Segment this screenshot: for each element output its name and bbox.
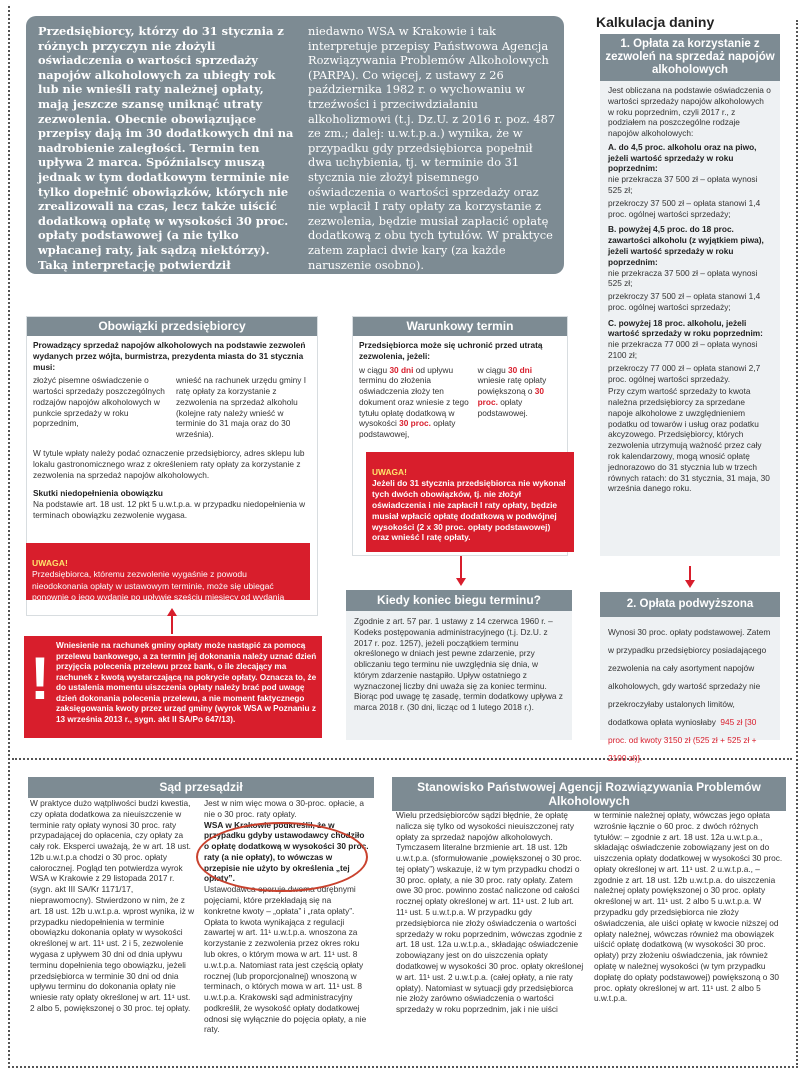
- obowiazki-intro: Prowadzący sprzedaż napojów alkoholowych na podstawie zezwoleń wydanych przez wójta, burmistrza, prezydenta miasta do 31 stycznia musi:: [33, 340, 306, 372]
- intro-right-text: niedawno WSA w Krakowie i tak interpretuje przepisy Państwowa Agencja Rozwiązywania Problemów Alkoholowych (PARPA). Co więcej, z ustawy z 26 października 1982 r. o wychowaniu w trzeźwości i przeciwdziałaniu alkoholizmowi (t.j. Dz.U. z 2016 r. poz. 487 ze zm.; dalej: u.w.t.p.a.) wynika, że w przypadku gdy przedsiębiorca popełnił dwa uchybienia, tj. w terminie do 31 stycznia nie złożył pisemnego oświadczenia o wartości sprzedaży oraz nie wpłacił I raty opłaty za korzystanie z zezwolenia, będzie musiał zapłacić opłatę dodatkową z obu tych tytułów. W praktyce zatem zapłaci dwie kary (za każde naruszenie osobno).: [308, 24, 556, 272]
- calc-a-item-1: nie przekracza 37 500 zł – opłata wynosi 525 zł;: [608, 174, 758, 196]
- alert-mark: !: [30, 645, 50, 712]
- warunkowy-col-1: w ciągu 30 dni od upływu terminu do złożenia oświadczenia złoży ten dokument oraz wniesie z tego tytułu opłatę dodatkową w wysokości 30 proc. opłaty podstawowej,: [359, 364, 469, 440]
- sad-col-1: W praktyce dużo wątpliwości budzi kwestia, czy opłata dodatkowa za nieuiszczenie w terminie raty opłaty wynosi 30 proc. raty przypadającej do opłacenia, czy opłaty za cały rok. Eksperci uważają, że w art. 18 ust. 12b u.w.t.p.a chodzi o 30 proc. opłaty całorocznej. Pogląd ten potwierdza wyrok WSA w Krakowie z 29 listopada 2017 r. (sygn. akt III SA/Kr 1171/17, nieprawomocny). Stwierdzono w nim, że z art. 18 ust. 12b u.w.t.p.a. wprost wynika, iż w przypadku niedopełnienia w terminie obowiązku dokonania opłaty w wysokości określonej w art. 11¹ ust. 2 i 5, zezwolenie wygasa z upływem 30 dni od dnia upływu terminu dopełnienia tego obowiązku, jeżeli przedsiębiorca w terminie 30 dni od dnia upływu terminu do dokonania opłaty nie wniesie raty opłaty określonej w art. 11¹ ust. 2 albo 5, powiększonej o 30 proc. tej opłaty.: [30, 798, 195, 1013]
- alert-arrow-head: [167, 608, 177, 616]
- alert-text: Wniesienie na rachunek gminy opłaty może nastąpić za pomocą przelewu bankowego, a za termin jej dokonania należy uznać dzień przyjęcia polecenia przelewu przez bank, o ile zlecający ma rachunek z kwotą wystarczającą na pokrycie opłaty. Oznacza to, że do ustalenia momentu uiszczenia opłaty należy brać pod uwagę dzień dokonania polecenia przelewu, a nie moment faktycznego zaksięgowania kwoty przez urząd gminy (wyrok WSA w Poznaniu z 13 września 2013 r., sygn. akt II SA/Po 647/13).: [56, 641, 317, 724]
- parpa-title: Stanowisko Państwowej Agencji Rozwiązywania Problemów Alkoholowych: [392, 777, 786, 811]
- frame-right-border: [796, 20, 798, 1068]
- sad-col-2a: Jest w nim więc mowa o 30-proc. opłacie, a nie o 30 proc. raty opłaty.: [204, 798, 365, 819]
- calc-title: Kalkulacja daniny: [596, 14, 715, 30]
- skutki-title: Skutki niedopełnienia obowiązku: [33, 488, 164, 499]
- handwritten-circle: [196, 819, 369, 892]
- frame-left-border: [8, 6, 10, 1068]
- koniec-title: Kiedy koniec biegu terminu?: [346, 590, 572, 611]
- obowiazki-title: Obowiązki przedsiębiorcy: [27, 317, 317, 336]
- calc-b-title: B. powyżej 4,5 proc. do 18 proc. zawartości alkoholu (z wyjątkiem piwa), jeżeli wartość sprzedaży w roku poprzednim:: [608, 224, 764, 267]
- warunkowy-uwaga-label: UWAGA!: [372, 466, 407, 477]
- koniec-panel: [346, 590, 572, 740]
- koniec-arrow: [460, 556, 462, 578]
- obowiazki-uwaga-box: [26, 543, 310, 613]
- warunkowy-title: Warunkowy termin: [353, 317, 567, 336]
- sad-col-2b: WSA w Krakowie podkreślił, że w przypadku gdyby ustawodawcy chodziło o opłatę dodatkową w wysokości 30 proc. raty (a nie opłaty), to wówczas w przepisie nie użyto by określenia „tej opłaty”.: [204, 819, 369, 884]
- calc-box1-title: 1. Opłata za korzystanie z zezwoleń na sprzedaż napojów alkoholowych: [600, 34, 780, 81]
- calc-box-1: [600, 34, 780, 556]
- obowiazki-col-1: złożyć pisemne oświadczenie o wartości sprzedaży poszczególnych rodzajów napojów alkoholowych w punkcie sprzedaży w roku poprzednim,: [33, 375, 165, 429]
- calc-arrow-head: [685, 580, 695, 588]
- parpa-col-2: w terminie należnej opłaty, wówczas jego opłata wzrośnie łącznie o 60 proc. z dwóch różnych tytułów: – zgodnie z art. 18 ust. 12a u.w.t.p.a., składając oświadczenie zobowiązany jest on do uiszczenia opłaty dodatkowej w wysokości 30 proc. opłaty określonej w art. 11¹ ust. 2 u.w.t.p.a., – zgodnie z art. 18 ust. 12b u.w.t.p.a. do uiszczenia należnej opłaty powiększonej o 30 proc. opłaty określonej w art. 11¹ ust. 2 albo 5 u.w.t.p.a. W przypadku gdy przedsiębiorca nie złoży oświadczenia, ale uiści opłatę w kwocie niższej od opłaty należnej, wówczas również ma obowiązek uiścić opłatę dodatkową (w wysokości 30 proc. opłaty) przy złożeniu oświadczenia, jak również opłatę w należnej wysokości (w tym przypadku dopłatę do opłaty podstawowej) powiększoną o 30 proc. opłaty określonej w art. 11¹ ust. 2 albo 5 u.w.t.p.a.: [594, 810, 783, 1004]
- sad-title: Sąd przesądził: [28, 777, 374, 798]
- alert-arrow: [171, 614, 173, 634]
- alert-box: [24, 636, 322, 738]
- calc-c-item-1: nie przekracza 77 000 zł – opłata wynosi 2100 zł;: [608, 339, 758, 360]
- sad-col-2c: Ustawodawca operuje dwoma odrębnymi pojęciami, które przekładają się na konkretne kwoty – „opłata” i „rata opłaty”. Opłata to kwota wynikająca z regulacji zawartej w art. 11¹ u.w.t.p.a. wnoszona za korzystanie z zezwolenia przez okres roku lub okres, o którym mowa w art. 11¹ ust. 8 u.w.t.p.a. Natomiast rata jest częścią opłaty rocznej (lub proporcjonalnej) wnoszoną w terminach, o których mowa w art. 11¹ ust. 8 u.w.t.p.a. Krakowski sąd administracyjny podkreślił, że wysokość opłaty dodatkowej odnosi się wyłącznie do pojęcia opłaty, a nie raty.: [204, 884, 367, 1035]
- calc-a-title: A. do 4,5 proc. alkoholu oraz na piwo, jeżeli wartość sprzedaży w roku poprzednim:: [608, 141, 757, 174]
- parpa-col-1: Wielu przedsiębiorców sądzi błędnie, że opłatę nalicza się tylko od wysokości nieuiszczonej raty opłaty za sprzedaż napojów alkoholowych. Tymczasem literalne brzmienie art. 18 ust. 12b u.w.t.p.a. (sformułowanie „powiększonej o 30 proc. tej opłaty”) wskazuje, iż w tym przypadku chodzi o 30 proc. opłaty, a nie 30 proc. raty opłaty. Zatem owe 30 proc. powinno zostać naliczone od całości rocznej opłaty określonej w art. 11¹ ust. 2 lub art. 11¹ ust. 5 u.w.t.p.a. W przypadku gdy przedsiębiorca nie złoży oświadczenia o wartości sprzedaży w roku poprzednim, wówczas zgodnie z art. 18 ust. 12a u.w.t.p.a., składając oświadczenie zobowiązany jest on do uiszczenia opłaty dodatkowej w wysokości 30 proc. opłaty określonej w art. 11¹ ust. 2 u.w.t.p.a. (całej opłaty, a nie raty opłaty). Natomiast w sytuacji gdy przedsiębiorca nie złoży zarówno oświadczenia o wartości sprzedaży w roku poprzednim, jak i nie uiści: [396, 810, 584, 1015]
- obowiazki-paragraph: W tytule wpłaty należy podać oznaczenie przedsiębiorcy, adres sklepu lub lokalu gastronomicznego wraz z określeniem raty opłaty za korzystanie z zezwolenia na sprzedaż napojów alkoholowych.: [33, 448, 305, 480]
- koniec-arrow-head: [456, 578, 466, 586]
- calc-arrow: [689, 566, 691, 580]
- frame-bottom-border: [8, 1066, 798, 1068]
- warunkowy-uwaga-box: [366, 452, 574, 552]
- obowiazki-uwaga-label: UWAGA!: [32, 558, 68, 569]
- calc-box-2: [600, 592, 780, 763]
- calc-c-item-2: przekroczy 77 000 zł – opłata stanowi 2,7 proc. ogólnej wartości sprzedaży.: [608, 362, 761, 384]
- calc-box2-title: 2. Opłata podwyższona: [600, 592, 780, 617]
- warunkowy-uwaga-text: Jeżeli do 31 stycznia przedsiębiorca nie wykonał tych dwóch obowiązków, tj. nie złożył oświadczenia i nie zapłacił I raty opłaty, będzie musiał wpłacić opłatę dodatkową w podwójnej wysokości (2 x 30 proc. opłaty podstawowej) oraz wnieść I ratę opłaty.: [372, 477, 566, 543]
- calc-box1-outro: Przy czym wartość sprzedaży to kwota należna przedsiębiorcy za sprzedane napoje alkoholowe z uwzględnieniem podatku od towarów i usług oraz podatku akcyzowego. Przedsiębiorcy, których zezwolenia utrzymują ważność przez cały rok kalendarzowy, mogą wnosić opłatę jednorazowo do 31 stycznia lub w trzech równych ratach: do 31 stycznia, 31 maja, 30 września danego roku.: [608, 386, 770, 494]
- obowiazki-uwaga-text: Przedsiębiorca, któremu zezwolenie wygaśnie z powodu nieodokonania opłaty w ustawowym terminie, może się ubiegać ponownie o jego wydanie po upływie sześciu miesięcy od wydania decyzji stwierdzającej wygaśnięcie zezwolenia.: [32, 569, 285, 613]
- skutki-text: Na podstawie art. 18 ust. 12 pkt 5 u.w.t.p.a. w przypadku niedopełnienia w terminach obowiązku zezwolenie wygasa.: [33, 499, 306, 520]
- intro-box: [26, 16, 564, 274]
- calc-b-item-2: przekroczy 37 500 zł – opłata stanowi 1,4 proc. ogólnej wartości sprzedaży;: [608, 291, 761, 312]
- calc-box1-intro: Jest obliczana na podstawie oświadczenia o wartości sprzedaży napojów alkoholowych w roku poprzednim, czyli 2017 r., z podziałem na poszczególne rodzaje napojów alkoholowych:: [608, 85, 771, 139]
- intro-left-text: Przedsiębiorcy, którzy do 31 stycznia z różnych przyczyn nie złożyli oświadczenia o wartości sprzedaży napojów alkoholowych za ubiegły rok lub nie wnieśli raty należnej opłaty, mają jeszcze szansę uniknąć utraty zezwolenia. Obecnie obowiązujące przepisy dają im 30 dodatkowych dni na nadrobienie zaległości. Termin ten upływa 2 marca. Spóźnialscy muszą jednak w tym dodatkowym terminie nie tylko dopełnić obowiązków, których nie zrealizowali na czas, lecz także uiścić dodatkową opłatę w wysokości 30 proc. opłaty podstawowej (a nie tylko wpłacanej raty, jak sądzą niektórzy). Taką interpretację potwierdził: [38, 24, 294, 272]
- koniec-text: Zgodnie z art. 57 par. 1 ustawy z 14 czerwca 1960 r. – Kodeks postępowania administracyjnego (t.j. Dz.U. z 2017 r. poz. 1257), jeżeli początkiem terminu określonego w dniach jest pewne zdarzenie, przy obliczaniu tego terminu nie uwzględnia się dnia, w którym zdarzenie nastąpiło. Upływ ostatniego z wyznaczonej liczby dni uważa się za koniec terminu. Biorąc pod uwagę tę zasadę, termin dodatkowy upływa z marca 2018 r. (30 dni, licząc od 1 lutego 2018 r.).: [354, 616, 563, 713]
- warunkowy-intro: Przedsiębiorca może się uchronić przed utratą zezwolenia, jeżeli:: [359, 340, 543, 361]
- obowiazki-col-2: wnieść na rachunek urzędu gminy I ratę opłaty za korzystanie z zezwolenia na sprzedaż alkoholu (kolejne raty należy wnieść w terminie do 31 maja oraz do 30 września).: [176, 375, 307, 440]
- calc-c-title: C. powyżej 18 proc. alkoholu, jeżeli wartość sprzedaży w roku poprzednim:: [608, 317, 763, 339]
- calc-a-item-2: przekroczy 37 500 zł – opłata stanowi 1,4 proc. ogólnej wartości sprzedaży;: [608, 197, 761, 219]
- calc-box2-text: Wynosi 30 proc. opłaty podstawowej. Zatem w przypadku przedsiębiorcy posiadającego zezwolenia na cały asortyment napojów alkoholowych, gdy wartość sprzedaży nie przekroczyłaby ustalonych limitów, dodatkowa opłata wyniosłaby: [608, 627, 771, 727]
- warunkowy-col-2: w ciągu 30 dni wniesie ratę opłaty powiększoną o 30 proc. opłaty podstawowej.: [477, 364, 547, 418]
- calc-b-item-1: nie przekracza 37 500 zł – opłata wynosi 525 zł;: [608, 267, 758, 289]
- calc-box2-red: 945 zł [30 proc. od kwoty 3150 zł (525 zł + 525 zł + 2100 zł)].: [608, 717, 757, 763]
